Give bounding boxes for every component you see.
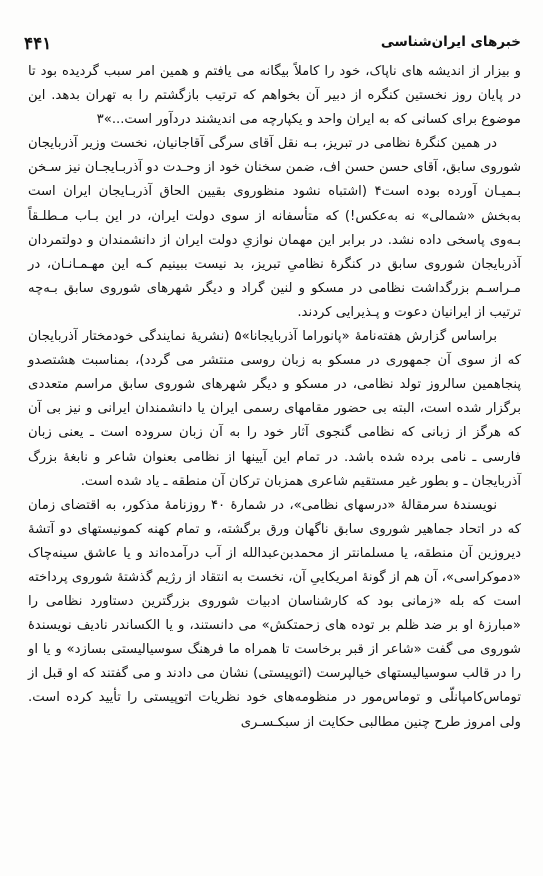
paragraph-2: در همین کنگرهٔ نظامی در تبریز، بـه نقل آقای سرگی آقاجانیان، نخست وزیر آذربایجان شوروی سابق، آقای حسن حسن اف، ضمن سخنان خود از وحـدت دو آذربـایجـان نیز سـخن بـمیـان آورده بوده است۴ (اشتباه نشود منظوروی بقیین الحاق آذربـایجان ایران است به‌بخش «شمالی» نه به‌عکس!) که متأسفانه از سوی دولت ایران، در این بـاب مـطلـقاً بـه‌وی پاسخی داده نشد. در برابر این مهمان نوازیِ دولت ایران از دانشمندان و دولتمردان آذربایجان شوروی سابق در کنگرهٔ نظامیِ تبریز، بد نیست ببینیم کـه این مهـمـانـان، در مـراسـم بزرگداشت نظامی در مسکو و لنین گراد و دیگر شهرهای شوروی سابق بـه‌چه ترتیب از ایرانیان دعوت و پـذیرایی کردند. <box>28 136 522 320</box>
page-header <box>24 34 521 56</box>
paragraph-1: و بیزار از اندیشه های ناپاک، خود را کاملاً بیگانه می یافتم و همین امر سبب گردیده بود تا در پایان روز نخستین کنگره از دبیر آن بخواهم که ترتیب بازگشتم را به تهران بدهد. این موضوع برای کسانی که به ایران واحد و یکپارچه می اندیشند دردآور است...»۳ <box>28 64 521 128</box>
page-number: ۴۴۱ <box>24 34 52 54</box>
running-title: خبرهای ایران‌شناسی <box>380 34 521 50</box>
body-text <box>28 60 521 735</box>
paragraph-3: براساس گزارش هفته‌نامهٔ «پانوراما آذربایجانا»۵ (نشریهٔ نمایندگی خودمختار آذربایجان که از سوی آن جمهوری در مسکو به زبان روسی منتشر می گردد)، بمناسبت هشتصدو پنجاهمین سالروز تولد نظامی، در مسکو و دیگر شهرهای شوروی سابق مراسم متعددی برگزار شده است، البته بی حضور مقامهای رسمی ایران یا دانشمندان ایرانی و نیز بی آن که هرگز از زبانی که نظامی گنجوی آثار خود را به آن زبان سروده است ـ یعنی زبان فارسی ـ نامی برده شده باشد. در تمام این آیینها از نظامی بعنوان شاعر و نابغهٔ بزرگ آذربایجان ـ و بطور غیر مستقیم شاعری همزبان ترکان آن منطقه ـ یاد شده است. <box>28 329 521 489</box>
paragraph-4: نویسندهٔ سرمقالهٔ «درسهای نظامی»، در شمارهٔ ۴۰ روزنامهٔ مذکور، به اقتضای زمان که در اتحاد جماهیر شوروی سابق ناگهان ورق برگشته، و تمام کهنه کمونیستهای دو آتشهٔ دیروزین آن منطقه، یا مسلمانتر از محمدبن‌عبدالله از آب درآمده‌اند و یا عاشق سینه‌چاک «دموکراسی»، آن هم از گونهٔ امریکاییِ آن، نخست به انتقاد از رژیم گذشتهٔ شوروی پرداخته است که بله «زمانی بود که کارشناسان ادبیات شوروی بزرگترین دستاورد نظامی را «مبارزهٔ او بر ضد ظلم بر توده های زحمتکش» می دانستند، و یا الکساندر نادیف نویسندهٔ شوروی می گفت «شاعر از قبر برخاست تا همراه ما فرهنگ سوسیالیستی بسازد» و یا او را در قالب سوسیالیستهای خیالپرست (اتوپیستی) نشان می دادند و می گفتند که او قبل از توماس‌کامپانلّی و توماس‌مور در منظومه‌های خود نظریات اتوپیستی را تأیید کرده است. ولی امروز طرح چنین مطالبی حکایت از سبکـسـری <box>28 497 521 730</box>
